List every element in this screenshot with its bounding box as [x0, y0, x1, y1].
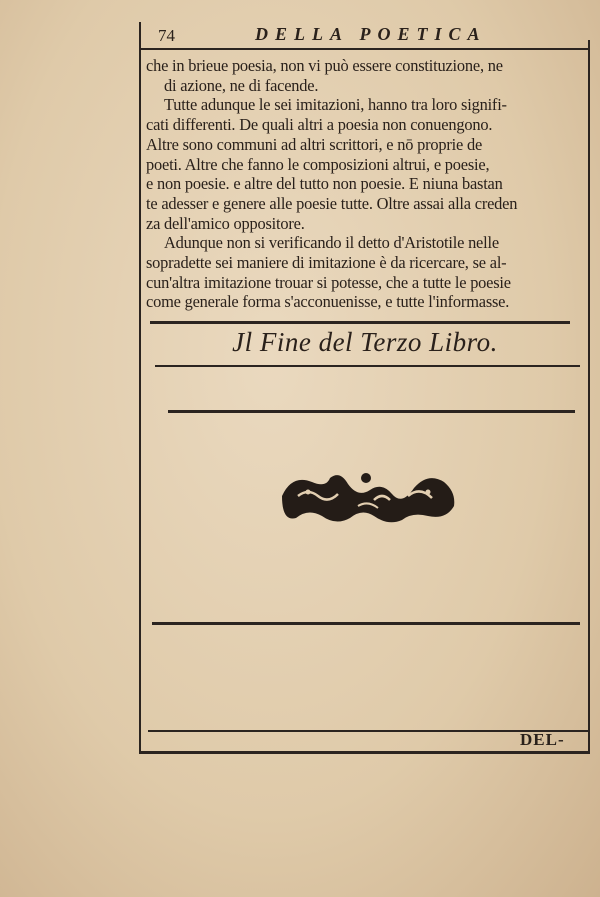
body-line: Adunque non si verificando il detto d'Aristotile nelle	[164, 233, 499, 253]
body-line: za dell'amico oppositore.	[146, 213, 305, 233]
page-header	[150, 20, 590, 50]
bottom-rule	[139, 751, 590, 754]
body-line: sopradette sei maniere di imitazione è da ricercare, se al-	[146, 253, 507, 273]
body-line: Tutte adunque le sei imitazioni, hanno tra loro signifi-	[164, 95, 507, 115]
catchword: DEL-	[520, 730, 565, 749]
header-rule	[141, 48, 588, 50]
body-line: che in brieue poesia, non vi può essere constituzione, ne	[146, 56, 503, 75]
body-line: Altre sono communi ad altri scrittori, e nō proprie de	[146, 134, 483, 154]
woodcut-ornament	[278, 466, 460, 526]
page-number: 74	[158, 26, 175, 45]
frame-left-rule	[139, 22, 141, 752]
colophon-bottom-rule	[155, 365, 580, 367]
body-line: cun'altra imitazione trouar si potesse, che a tutte le poesie	[146, 272, 511, 292]
lower-rule-1	[152, 622, 580, 625]
body-line: poeti. Altre che fanno le composizioni altrui, e poesie,	[146, 154, 490, 174]
body-line: te adesser e genere alle poesie tutte. Oltre assai alla creden	[146, 193, 518, 213]
running-title: DELLA POETICA	[255, 24, 487, 44]
colophon-top-rule	[150, 321, 570, 324]
body-text	[146, 56, 586, 312]
body-line: come generale forma s'acconuenisse, e tutte l'informasse.	[146, 292, 510, 312]
body-line: cati differenti. De quali altri a poesia non conuengono.	[146, 115, 493, 135]
frame-right-rule	[588, 40, 590, 752]
body-line: e non poesie. e altre del tutto non poesie. E niuna bastan	[146, 174, 503, 194]
colophon-title: Jl Fine del Terzo Libro.	[232, 327, 498, 357]
divider-rule	[168, 410, 575, 413]
body-line: di azione, ne di facende.	[164, 75, 319, 95]
